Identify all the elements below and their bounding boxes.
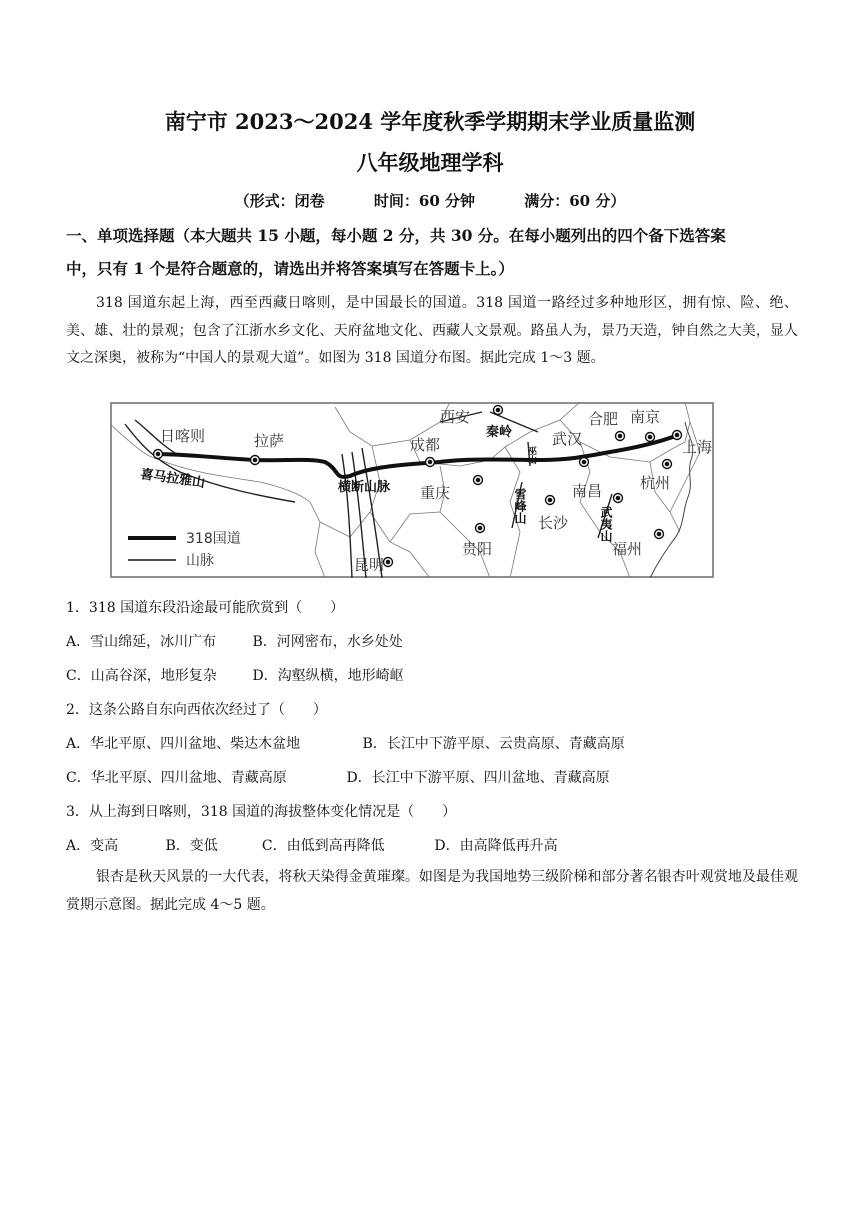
q1-stem: 1．318 国道东段沿途最可能欣赏到（ ） xyxy=(66,600,345,616)
q2-options-row1 xyxy=(66,733,625,753)
label-wushan: 巫山 xyxy=(526,446,536,464)
q3-stem: 3．从上海到日喀则，318 国道的海拔整体变化情况是（ ） xyxy=(66,804,457,820)
passage-ginkgo: 银杏是秋天风景的一大代表，将秋天染得金黄璀璨。如图是为我国地势三级阶梯和部分著名银杏叶观赏地及最佳观赏期示意图。据此完成 4～5 题。 xyxy=(66,869,798,913)
label-qinling: 秦岭 xyxy=(486,425,513,440)
label-hefei: 合肥 xyxy=(588,410,619,428)
exam-meta xyxy=(0,190,860,211)
passage-318: 318 国道东起上海，西至西藏日喀则，是中国最长的国道。318 国道一路经过多种地形区，拥有惊、险、绝、美、雄、壮的景观；包含了江浙水乡文化、天府盆地文化、西藏人文景观。路虽人为，景乃天造，钟自然之大美，显人文之深奥，被称为“中国人的景观大道”。如图为 318 国道分布图。据此完成 1～3 题。 xyxy=(66,295,798,366)
label-shanghai: 上海 xyxy=(682,438,713,456)
label-kunming: 昆明 xyxy=(354,556,385,574)
q1-option-a[interactable]: A．雪山绵延，冰川广布 xyxy=(66,634,217,650)
q3-option-c[interactable]: C．由低到高再降低 xyxy=(261,838,385,854)
section-heading-line1: 一、单项选择题（本大题共 15 小题，每小题 2 分，共 30 分。在每小题列出的四个备下选答案 xyxy=(66,226,726,245)
exam-subtitle: 八年级地理学科 xyxy=(356,150,504,175)
q3-options xyxy=(66,835,558,855)
q2-option-a[interactable]: A．华北平原、四川盆地、柴达木盆地 xyxy=(66,736,301,752)
label-chongqing: 重庆 xyxy=(420,484,451,502)
q2-option-d[interactable]: D．长江中下游平原、四川盆地、青藏高原 xyxy=(346,770,610,786)
legend-road-label: 318国道 xyxy=(186,531,241,547)
label-nanjing: 南京 xyxy=(630,408,661,426)
label-xian: 西安 xyxy=(440,408,471,426)
q1-option-c[interactable]: C．山高谷深，地形复杂 xyxy=(66,668,217,684)
label-fuzhou: 福州 xyxy=(612,540,643,558)
legend-mountain-label: 山脉 xyxy=(186,553,214,569)
exam-form: （形式：闭卷 xyxy=(234,192,325,210)
q2-option-b[interactable]: B．长江中下游平原、云贵高原、青藏高原 xyxy=(362,736,625,752)
label-lasa: 拉萨 xyxy=(254,432,285,450)
label-hengduan: 横断山脉 xyxy=(338,480,391,495)
label-wuhan: 武汉 xyxy=(552,430,583,448)
q3-option-d[interactable]: D．由高降低再升高 xyxy=(434,838,558,854)
q3-option-a[interactable]: A．变高 xyxy=(66,838,119,854)
q2-stem: 2．这条公路自东向西依次经过了（ ） xyxy=(66,702,327,718)
q3-option-b[interactable]: B．变低 xyxy=(165,838,218,854)
label-himalaya: 喜马拉雅山 xyxy=(139,467,206,492)
section-heading-line2: 中，只有 1 个是符合题意的，请选出并将答案填写在答题卡上。） xyxy=(66,259,514,278)
q2-options-row2 xyxy=(66,767,610,787)
q1-option-d[interactable]: D．沟壑纵横，地形崎岖 xyxy=(252,668,404,684)
label-guiyang: 贵阳 xyxy=(462,540,493,558)
label-chengdu: 成都 xyxy=(410,436,441,454)
label-wuyi: 武夷山 xyxy=(599,506,613,542)
label-xuefeng: 雪峰山 xyxy=(513,488,527,524)
route-318-map xyxy=(110,402,714,578)
label-hangzhou: 杭州 xyxy=(640,474,671,492)
q1-option-b[interactable]: B．河网密布，水乡处处 xyxy=(252,634,403,650)
label-changsha: 长沙 xyxy=(538,514,569,532)
label-nanchang: 南昌 xyxy=(572,482,603,500)
label-rikaze: 日喀则 xyxy=(160,427,206,445)
exam-title: 南宁市 2023～2024 学年度秋季学期期末学业质量监测 xyxy=(164,109,696,134)
q1-options-row1 xyxy=(66,631,403,651)
exam-score: 满分：60 分） xyxy=(524,192,626,210)
exam-time: 时间：60 分钟 xyxy=(373,192,475,210)
q2-option-c[interactable]: C．华北平原、四川盆地、青藏高原 xyxy=(66,770,287,786)
q1-options-row2 xyxy=(66,665,404,685)
